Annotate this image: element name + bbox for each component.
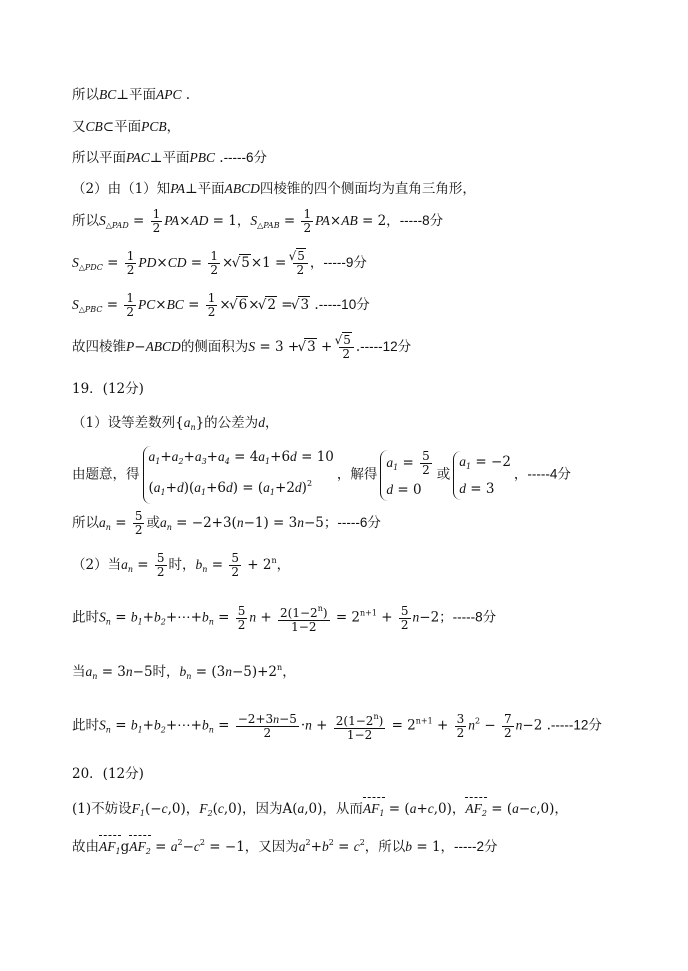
formula-line: 所以$a_n$ = $\frac{5}{2}$ 或$a_n = -2+3(n-1) = 3n-5$；-----6分 [72,509,381,537]
text-line: 所以平面PAC⊥平面PBC .-----6分 [72,150,268,166]
question-number: 20．(12分) [72,766,144,782]
text: 所以 [72,213,99,229]
text-line: 又CB⊂平面PCB， [72,119,181,135]
score-mark: -----6分 [223,150,268,165]
formula-line: $S_{\triangle PBC}$ = $\frac{1}{2}$ PC×BC = $\frac{1}{2}$ × √ 6× √ 2 = √ 3 .-----10分 [72,292,370,319]
text: 由题意，得 [72,466,140,483]
question-number: 19．(12分) [72,381,144,397]
formula-line: (1)不妨设$F_1(-c,0)$，$F_2(c,0)$，因为A(a,0)，从而$AF_1 = (a+c,0)$，$AF_2 = (a-c,0)$， [72,801,568,818]
score-mark: -----10分 [318,297,370,312]
score-mark: -----4分 [527,466,571,482]
formula-line: 故由$AF_1gAF_2 = a^2-c^2 = -1$，又因为$a^2+b^2 = c^2$，所以b = 1，-----2分 [72,838,498,856]
score-mark: -----9分 [323,255,367,270]
text: （2）当 [72,557,122,573]
formula-line: 所以$S_{\triangle PAD}$ = $\frac{1}{2}$ PA×AD = 1，$S_{\triangle PAB}$ = $\frac{1}{2}$ PA×AB = 2，-----8分 [72,207,444,235]
text: 此时 [72,609,99,626]
formula-line: 此时$S_n$ = $b_1+b_2+\cdots+b_n$ = $\frac{5}{2}$ n + $\frac{2(1-2^n)}{1-2}$ = $2^{n+1}$ + $\frac{5}{2}$ n−2；-----8分 [72,603,497,634]
score-mark: -----8分 [399,213,444,228]
text-line: （2）由（1）知PA⊥平面ABCD四棱锥的四个侧面均为直角三角形， [72,181,476,197]
score-mark: -----2分 [454,839,498,854]
formula-line: 此时$S_n$ = $b_1+b_2+\cdots+b_n$ = $\frac{-2+3n-5}{2}$ ·n + $\frac{2(1-2^n)}{1-2}$ = $2^{n+1}$ + $\frac{3}{2}$ $n^2$ − $\frac{7}{2}$ n−2 .-----12分 [72,711,602,742]
formula-line: 故四棱锥P−ABCD的侧面积为S = 3 + √ 3 + √ $\frac{5}{2}$ .-----12分 [72,334,411,361]
score-mark: -----8分 [452,609,497,625]
text-line: （1）设等差数列$\{a_n\}$的公差为d， [72,415,279,432]
text: 当 [72,664,86,680]
formula-line: 当$a_n = 3n-5$时，$b_n = (3n-5)+2^n$， [72,663,296,681]
formula-line: $S_{\triangle PDC}$ = $\frac{1}{2}$ PD×CD = $\frac{1}{2}$ × √ 5×1 = √ $\frac{5}{2}$ ，-----9分 [72,250,367,277]
text: 所以 [72,515,99,531]
formula-line: （2）当$a_n$ = $\frac{5}{2}$ 时，$b_n$ = $\frac{5}{2}$ + $2^n$， [72,551,291,579]
text: ，解得 [336,466,378,483]
text: 或 [436,466,451,483]
score-mark: -----12分 [550,717,602,733]
score-mark: -----12分 [360,339,412,354]
text: 此时 [72,717,99,734]
text-line: 所以BC⊥平面APC . [72,87,191,103]
score-mark: -----6分 [337,515,381,530]
text: 故由 [72,839,99,855]
formula-line: 由题意，得 $a_1+a_2+a_3+a_4 = 4a_1+6d = 10$ $(a_1+d)(a_1+6d) = (a_1+2d)^2$ ，解得 $a_1$ = $\frac{5}{2}$ d = 0 或 $a_1 = -2$ d = 3 ，-----4分 [72,446,571,504]
